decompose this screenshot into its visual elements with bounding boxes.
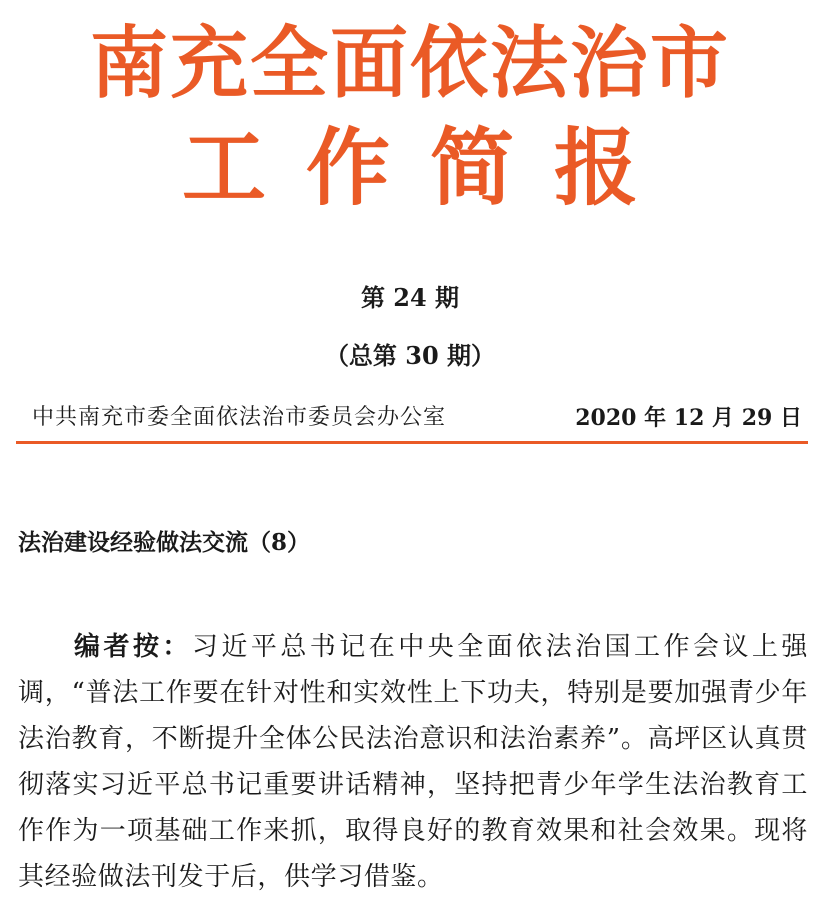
issuer-row [32,402,802,434]
masthead-subtitle: 工作简报 [181,119,678,217]
issue-number: 第 24 期 [360,283,460,312]
issue-date: 2020 年 12 月 29 日 [575,405,802,431]
issuer-name: 中共南充市委全面依法治市委员会办公室 [32,405,447,430]
section-title: 法治建设经验做法交流（8） [18,529,311,556]
masthead-title: 南充全面依法治市 [89,19,730,109]
editor-note [18,624,808,900]
editor-note-lead: 编者按： [74,632,192,662]
editor-note-text: 习近平总书记在中央全面依法治国工作会议上强调，“普法工作要在针对性和实效性上下功夫，特别是要加强青少年法治教育，不断提升全体公民法治意识和法治素养”。高坪区认真贯彻落实习近平总书记重要讲话精神，坚持把青少年学生法治教育工作作为一项基础工作来抓，取得良好的教育效果和社会效果。现将其经验做法刊发于后，供学习借鉴。 [18,632,808,892]
issue-total: （总第 30 期） [324,341,496,370]
header-divider [16,441,808,444]
